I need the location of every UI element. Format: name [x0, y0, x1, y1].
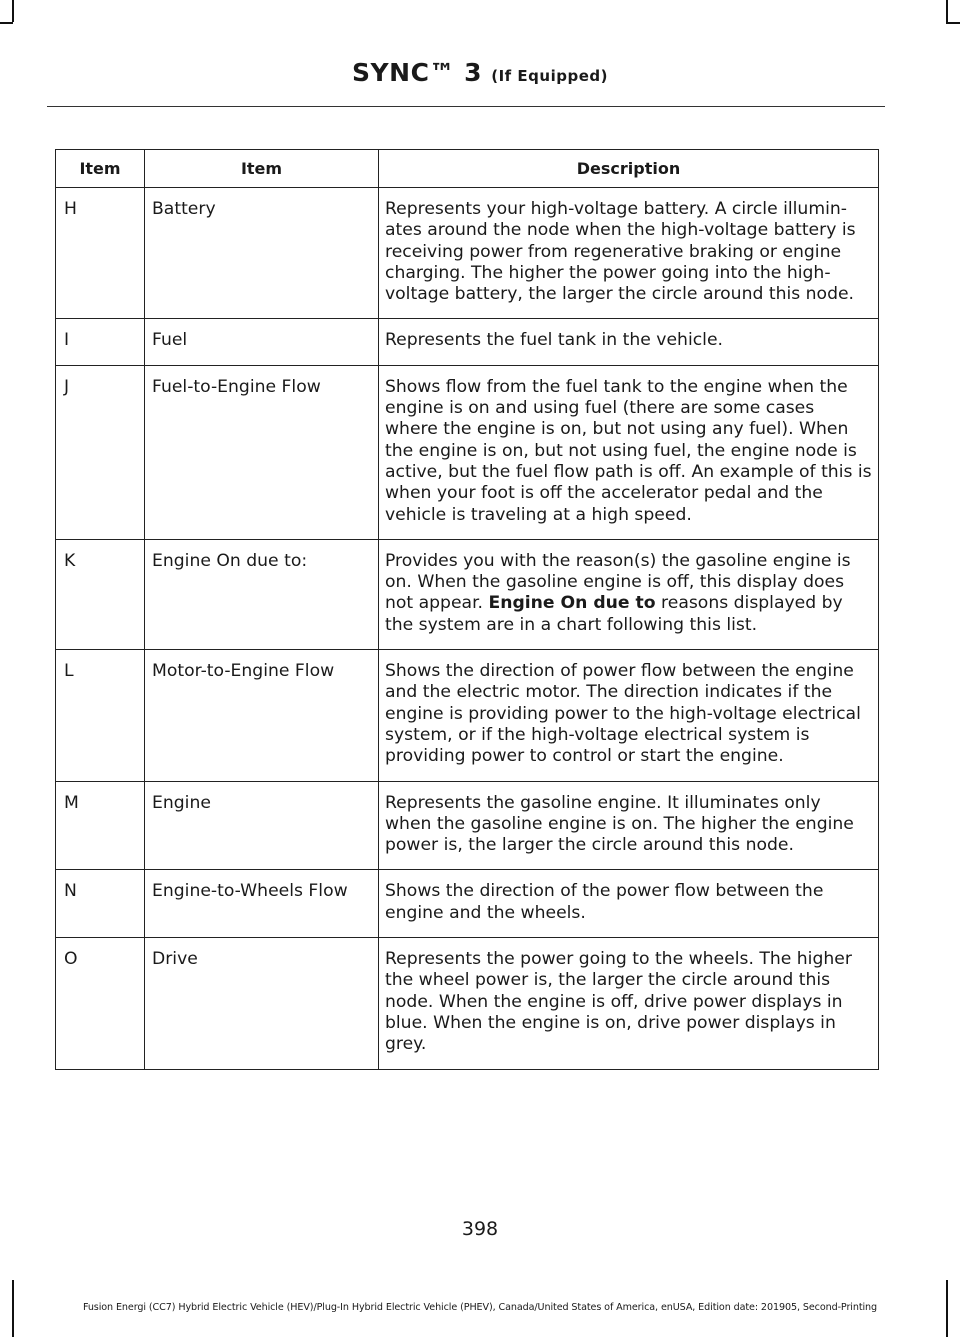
table-row — [56, 870, 879, 938]
page-subtitle: (If Equipped) — [491, 67, 608, 85]
engine-on-due-to-term: Engine On due to — [488, 593, 656, 614]
item-letter: H — [56, 188, 145, 319]
item-letter: O — [56, 938, 145, 1069]
item-description: Represents your high-voltage battery. A circle illumin-ates around the node when the high-voltage battery is receiving power from regenerative braking or engine charging. The higher the power going into the high-voltage battery, the larger the circle around this node. — [379, 188, 879, 319]
item-letter: M — [56, 781, 145, 870]
column-header-item-name: Item — [145, 150, 379, 188]
column-header-description: Description — [379, 150, 879, 188]
crop-mark-top-right-vertical — [946, 0, 948, 22]
item-description: Provides you with the reason(s) the gasoline engine is on. When the gasoline engine is off, this display does not appear. Engine On due to reasons displayed by the system are in a chart following this list. — [379, 539, 879, 649]
table-header-row — [56, 150, 879, 188]
header-rule — [47, 106, 885, 107]
page-header — [0, 58, 960, 87]
page-number: 398 — [461, 1218, 499, 1240]
item-letter: N — [56, 870, 145, 938]
crop-mark-top-left-horizontal — [0, 22, 13, 24]
item-description-table — [55, 149, 879, 1070]
item-letter: K — [56, 539, 145, 649]
item-name: Drive — [145, 938, 379, 1069]
table-row — [56, 319, 879, 365]
table-row — [56, 938, 879, 1069]
footer-text: Fusion Energi (CC7) Hybrid Electric Vehicle (HEV)/Plug-In Hybrid Electric Vehicle (PHEV), Canada/United States of America, enUSA, Edition date: 201905, Second-Printing — [82, 1302, 878, 1313]
table-row — [56, 188, 879, 319]
item-name: Motor-to-Engine Flow — [145, 650, 379, 781]
table-row — [56, 539, 879, 649]
table-row — [56, 365, 879, 539]
item-name: Fuel-to-Engine Flow — [145, 365, 379, 539]
item-description: Represents the gasoline engine. It illuminates only when the gasoline engine is on. The higher the engine power is, the larger the circle around this node. — [379, 781, 879, 870]
item-name: Fuel — [145, 319, 379, 365]
page-title: SYNC™ 3 — [352, 58, 483, 87]
item-description: Represents the power going to the wheels. The higher the wheel power is, the larger the circle around this node. When the engine is off, drive power displays in blue. When the engine is on, drive power displays in grey. — [379, 938, 879, 1069]
item-description: Shows the direction of the power flow between the engine and the wheels. — [379, 870, 879, 938]
table-row — [56, 650, 879, 781]
item-description: Represents the fuel tank in the vehicle. — [379, 319, 879, 365]
item-description: Shows flow from the fuel tank to the engine when the engine is on and using fuel (there are some cases where the engine is on, but not using any fuel). When the engine is on, but not using fuel, the engine node is active, but the fuel flow path is off. An example of this is when your foot is off the accelerator pedal and the vehicle is traveling at a high speed. — [379, 365, 879, 539]
crop-mark-top-left-vertical — [12, 0, 14, 22]
item-name: Engine — [145, 781, 379, 870]
item-name: Engine On due to: — [145, 539, 379, 649]
item-name: Battery — [145, 188, 379, 319]
crop-mark-top-right-horizontal — [946, 22, 960, 24]
column-header-item: Item — [56, 150, 145, 188]
table-row — [56, 781, 879, 870]
item-letter: I — [56, 319, 145, 365]
item-letter: J — [56, 365, 145, 539]
item-description: Shows the direction of power flow between the engine and the electric motor. The direction indicates if the engine is providing power to the high-voltage electrical system, or if the high-voltage electrical system is providing power to control or start the engine. — [379, 650, 879, 781]
item-letter: L — [56, 650, 145, 781]
item-name: Engine-to-Wheels Flow — [145, 870, 379, 938]
